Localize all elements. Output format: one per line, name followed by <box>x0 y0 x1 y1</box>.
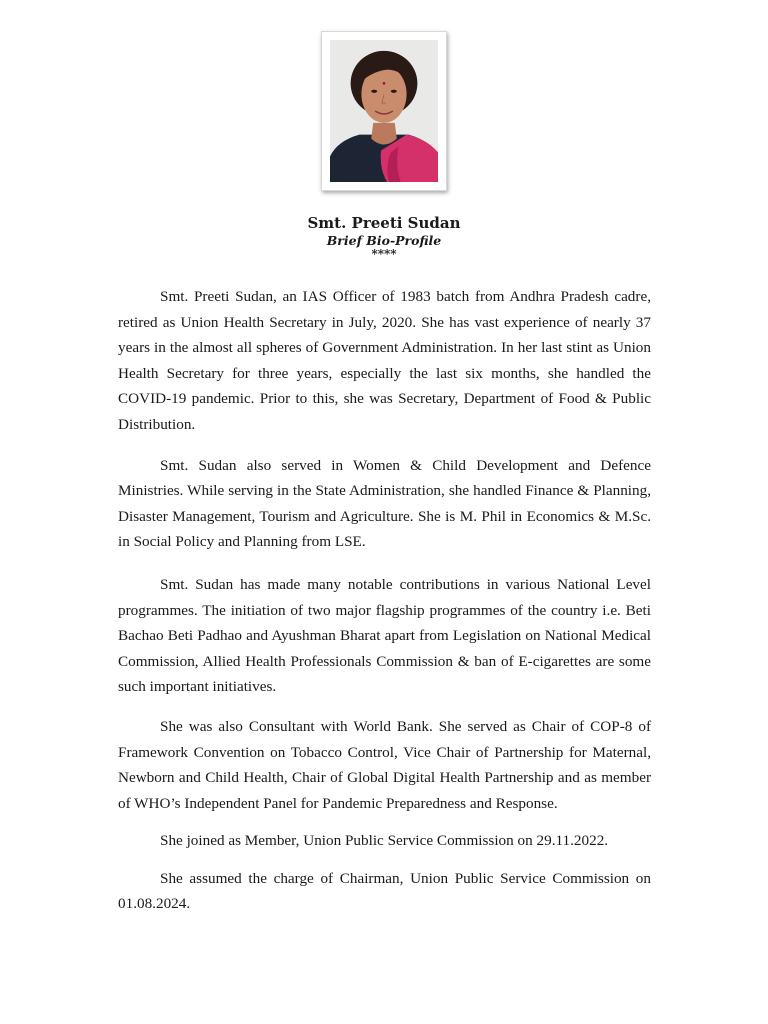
bio-body <box>118 284 651 917</box>
separator-stars: **** <box>371 247 397 261</box>
bio-paragraph-upsc-chairman: She assumed the charge of Chairman, Union Public Service Commission on 01.08.2024. <box>118 869 651 913</box>
document-subtitle: Brief Bio-Profile <box>326 233 442 248</box>
bio-paragraph-ministries: Smt. Sudan also served in Women & Child Development and Defence Ministries. While serving in the State Administration, she handled Finance & Planning, Disaster Management, Tourism and Agriculture. She is M. Phil in Economics & M.Sc. in Social Policy and Planning from LSE. <box>118 456 651 551</box>
profile-photo <box>321 31 447 191</box>
bio-heading <box>0 214 768 260</box>
person-name: Smt. Preeti Sudan <box>307 214 461 232</box>
bio-paragraph-career: Smt. Preeti Sudan, an IAS Officer of 1983 batch from Andhra Pradesh cadre, retired as Union Health Secretary in July, 2020. She has vast experience of nearly 37 years in the almost all spheres of Government Administration. In her last stint as Union Health Secretary for three years, especially the last six months, she handled the COVID-19 pandemic. Prior to this, she was Secretary, Department of Food & Public Distribution. <box>118 288 651 433</box>
bio-paragraph-international: She was also Consultant with World Bank. She served as Chair of COP-8 of Framework Convention on Tobacco Control, Vice Chair of Partnership for Maternal, Newborn and Child Health, Chair of Global Digital Health Partnership and as member of WHO’s Independent Panel for Pandemic Preparedness and Response. <box>118 717 651 812</box>
bio-paragraph-upsc-member: She joined as Member, Union Public Service Commission on 29.11.2022. <box>160 832 609 850</box>
portrait-photo <box>330 40 438 182</box>
bio-paragraph-contributions: Smt. Sudan has made many notable contributions in various National Level programmes. The initiation of two major flagship programmes of the country i.e. Beti Bachao Beti Padhao and Ayushman Bharat apart from Legislation on National Medical Commission, Allied Health Professionals Commission & ban of E-cigarettes are some such important initiatives. <box>118 575 651 696</box>
